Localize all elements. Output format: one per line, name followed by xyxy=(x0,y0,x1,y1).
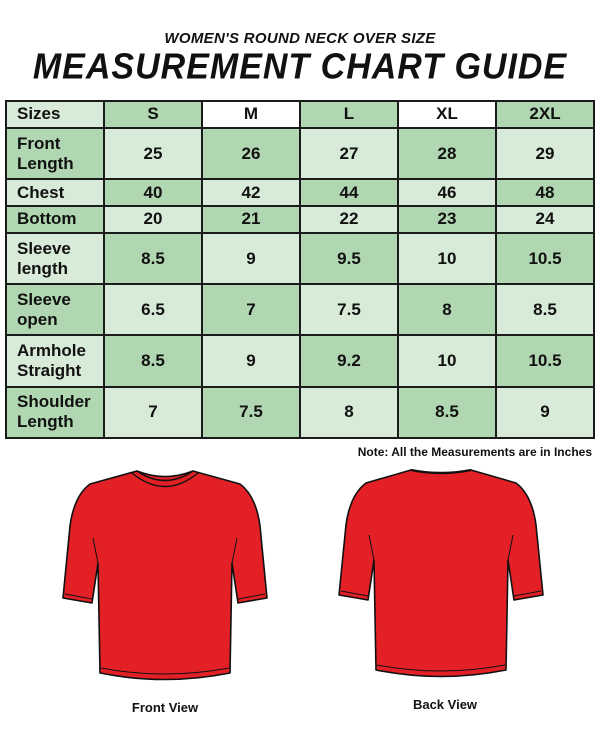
row-label-front-length: Front Length xyxy=(6,128,104,179)
table-cell: 42 xyxy=(202,179,300,206)
row-label-sleeve-open: Sleeve open xyxy=(6,284,104,335)
table-cell: 7.5 xyxy=(300,284,398,335)
tshirt-back-icon xyxy=(336,465,546,690)
table-row xyxy=(6,179,594,206)
table-cell: 8.5 xyxy=(398,387,496,438)
row-label-shoulder-length: Shoulder Length xyxy=(6,387,104,438)
table-cell: 23 xyxy=(398,206,496,233)
table-cell: 26 xyxy=(202,128,300,179)
row-label-chest: Chest xyxy=(6,179,104,206)
table-cell: 9.5 xyxy=(300,233,398,284)
table-cell: 9 xyxy=(202,335,300,386)
measurement-table xyxy=(5,100,595,439)
table-cell: 21 xyxy=(202,206,300,233)
row-label-sleeve-length: Sleeve length xyxy=(6,233,104,284)
tshirt-front-icon xyxy=(60,468,270,693)
table-cell: 46 xyxy=(398,179,496,206)
table-cell: 9 xyxy=(202,233,300,284)
table-cell: 8.5 xyxy=(104,233,202,284)
table-cell: 27 xyxy=(300,128,398,179)
units-note: Note: All the Measurements are in Inches xyxy=(357,445,592,459)
size-header-2xl: 2XL xyxy=(496,101,594,128)
table-cell: 10.5 xyxy=(496,335,594,386)
table-header-row xyxy=(6,101,594,128)
table-cell: 7 xyxy=(104,387,202,438)
table-cell: 9 xyxy=(496,387,594,438)
table-cell: 8 xyxy=(300,387,398,438)
row-label-armhole-straight: Armhole Straight xyxy=(6,335,104,386)
table-cell: 7 xyxy=(202,284,300,335)
table-row xyxy=(6,387,594,438)
table-row xyxy=(6,206,594,233)
table-cell: 8.5 xyxy=(104,335,202,386)
table-cell: 10.5 xyxy=(496,233,594,284)
size-header-m: M xyxy=(202,101,300,128)
size-header-xl: XL xyxy=(398,101,496,128)
table-row xyxy=(6,284,594,335)
size-header-l: L xyxy=(300,101,398,128)
table-cell: 44 xyxy=(300,179,398,206)
table-cell: 24 xyxy=(496,206,594,233)
table-cell: 10 xyxy=(398,233,496,284)
chart-subtitle: WOMEN'S ROUND NECK OVER SIZE xyxy=(164,30,436,47)
back-view-label: Back View xyxy=(412,697,478,712)
table-cell: 40 xyxy=(104,179,202,206)
table-row xyxy=(6,233,594,284)
row-label-bottom: Bottom xyxy=(6,206,104,233)
table-cell: 25 xyxy=(104,128,202,179)
front-view-label: Front View xyxy=(131,700,199,715)
table-cell: 48 xyxy=(496,179,594,206)
table-cell: 7.5 xyxy=(202,387,300,438)
table-cell: 9.2 xyxy=(300,335,398,386)
table-cell: 28 xyxy=(398,128,496,179)
sizes-header-cell: Sizes xyxy=(6,101,104,128)
table-cell: 6.5 xyxy=(104,284,202,335)
table-cell: 29 xyxy=(496,128,594,179)
table-cell: 20 xyxy=(104,206,202,233)
table-row xyxy=(6,128,594,179)
chart-title: MEASUREMENT CHART GUIDE xyxy=(32,47,568,87)
table-row xyxy=(6,335,594,386)
table-cell: 8.5 xyxy=(496,284,594,335)
size-header-s: S xyxy=(104,101,202,128)
table-cell: 8 xyxy=(398,284,496,335)
table-cell: 22 xyxy=(300,206,398,233)
table-cell: 10 xyxy=(398,335,496,386)
